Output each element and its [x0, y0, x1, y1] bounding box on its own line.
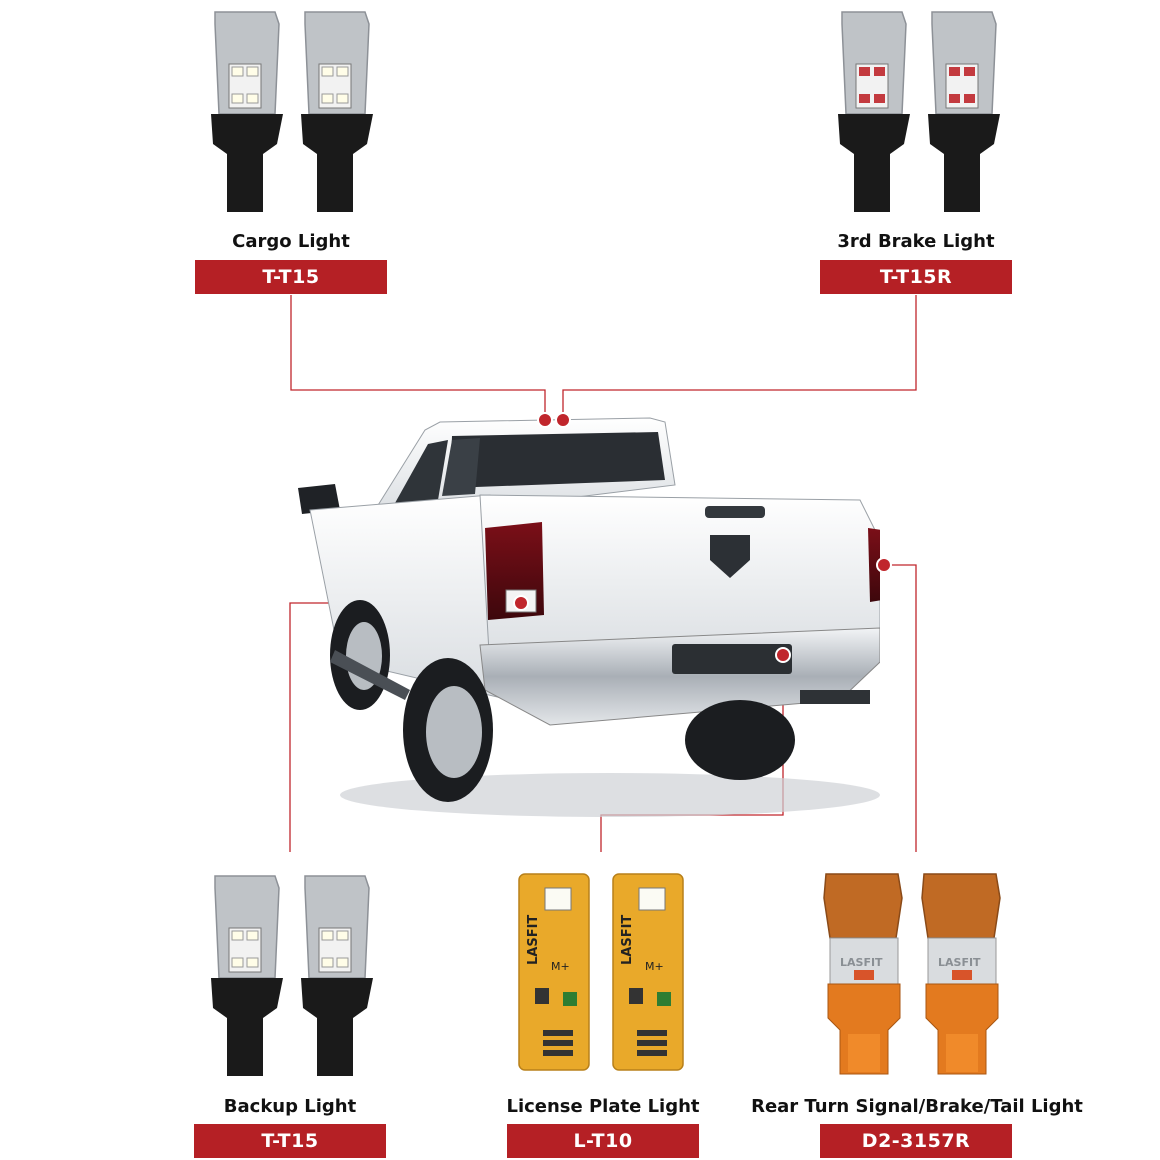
- license-caption: License Plate Light: [506, 1096, 700, 1117]
- license-code-badge: L-T10: [507, 1124, 699, 1158]
- bulb-left: [519, 874, 589, 1070]
- cargo-bulbs-image: [205, 4, 385, 216]
- bulb-left: [211, 12, 283, 212]
- brand-text: LASFIT: [526, 914, 541, 965]
- rear-code-badge: D2-3157R: [820, 1124, 1012, 1158]
- rear-bulbs-image: [818, 868, 1008, 1080]
- bulb-right: [922, 874, 1000, 1074]
- brand-text: LASFIT: [840, 956, 883, 969]
- cargo-code-badge: T-T15: [195, 260, 387, 294]
- brand-text: LASFIT: [620, 914, 635, 965]
- license-bulbs-image: [515, 870, 695, 1080]
- backup-caption: Backup Light: [223, 1096, 357, 1117]
- brand-text: LASFIT: [938, 956, 981, 969]
- bulb-left: [211, 876, 283, 1076]
- bulb-right: [613, 874, 683, 1070]
- brake3-bulbs-image: [832, 4, 1012, 216]
- bulb-right: [928, 12, 1000, 212]
- rear-connector: [884, 565, 916, 852]
- backup-code-badge: T-T15: [194, 1124, 386, 1158]
- pickup-truck-image: [280, 400, 880, 820]
- pcb-mark: M+: [551, 960, 570, 973]
- pcb-mark: M+: [645, 960, 664, 973]
- bulb-left: [838, 12, 910, 212]
- bulb-right: [301, 12, 373, 212]
- bulb-left: [824, 874, 902, 1074]
- cargo-connector: [291, 295, 545, 412]
- brake3-connector: [563, 295, 916, 412]
- brake3-code-badge: T-T15R: [820, 260, 1012, 294]
- brake3-caption: 3rd Brake Light: [837, 231, 995, 252]
- cargo-caption: Cargo Light: [232, 231, 350, 252]
- rear-caption: Rear Turn Signal/Brake/Tail Light: [751, 1096, 1083, 1117]
- backup-bulbs-image: [205, 868, 385, 1080]
- bulb-right: [301, 876, 373, 1076]
